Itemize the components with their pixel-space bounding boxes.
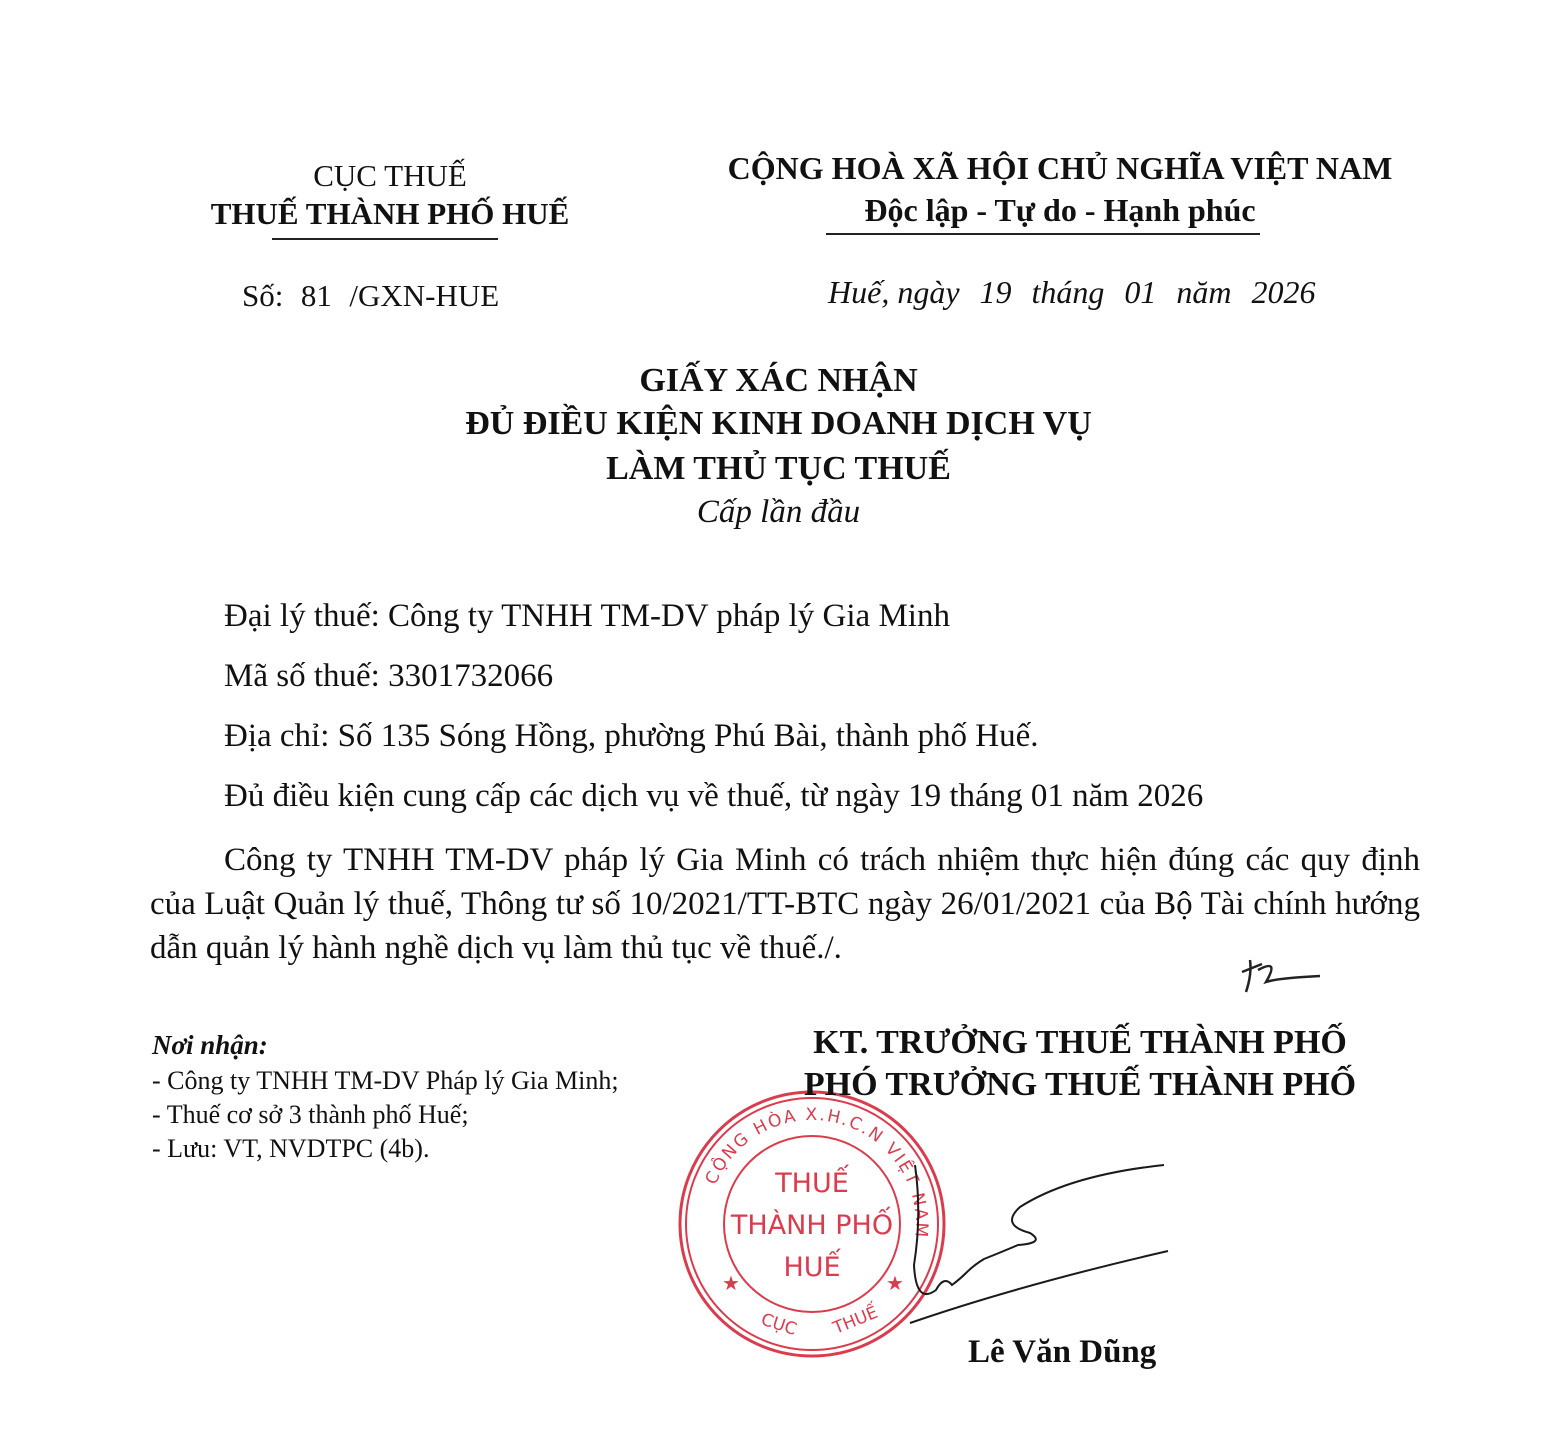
nation-heading: CỘNG HOÀ XÃ HỘI CHỦ NGHĨA VIỆT NAM	[727, 150, 1393, 186]
svg-text:HUẾ: HUẾ	[783, 1252, 841, 1283]
date-day: 19	[979, 274, 1012, 310]
initials-mark	[1222, 952, 1332, 996]
doc-subtitle: Cấp lần đầu	[696, 494, 861, 530]
svg-text:THUẾ: THUẾ	[775, 1168, 849, 1199]
responsibility-paragraph: Công ty TNHH TM-DV pháp lý Gia Minh có trách nhiệm thực hiện đúng các quy định của Luật Quản lý thuế, Thông tư số 10/2021/TT-BTC ngày 26/01/2021 của Bộ Tài chính hướng dẫn quản lý hành nghề dịch vụ làm thủ tục về thuế./.	[150, 842, 1420, 966]
handwritten-signature	[900, 1155, 1200, 1335]
motto-underline	[826, 233, 1260, 235]
date-month: 01	[1124, 274, 1157, 310]
agency-underline	[272, 238, 498, 240]
agency-parent: CỤC THUẾ	[313, 158, 467, 193]
document-number	[242, 278, 499, 314]
doc-title-line2: ĐỦ ĐIỀU KIỆN KINH DOANH DỊCH VỤ	[465, 405, 1092, 442]
agency-name: THUẾ THÀNH PHỐ HUẾ	[210, 196, 570, 231]
svg-text:THÀNH PHỐ: THÀNH PHỐ	[730, 1210, 894, 1241]
svg-text:CỘNG HÒA X.H.C.N VIỆT NAM: CỘNG HÒA X.H.C.N VIỆT NAM	[701, 1104, 932, 1240]
recipient-item: - Thuế cơ sở 3 thành phố Huế;	[152, 1100, 469, 1129]
issue-date	[828, 274, 1328, 311]
eligibility-field: Đủ điều kiện cung cấp các dịch vụ về thuế, từ ngày 19 tháng 01 năm 2026	[224, 778, 1204, 814]
tax-agent-field: Đại lý thuế: Công ty TNHH TM-DV pháp lý Gia Minh	[224, 598, 950, 634]
recipients-label: Nơi nhận:	[152, 1030, 268, 1060]
svg-text:CỤC: CỤC	[758, 1309, 800, 1340]
svg-text:★: ★	[886, 1273, 904, 1295]
number-value: 81	[300, 278, 332, 313]
address-field: Địa chỉ: Số 135 Sóng Hồng, phường Phú Bài, thành phố Huế.	[224, 718, 1039, 754]
doc-title: GIẤY XÁC NHẬN	[639, 362, 918, 399]
signer-name: Lê Văn Dũng	[968, 1334, 1157, 1370]
date-year-label: năm	[1176, 274, 1232, 310]
svg-text:THUẾ: THUẾ	[830, 1302, 881, 1339]
doc-title-line3: LÀM THỦ TỤC THUẾ	[606, 450, 951, 487]
svg-text:★: ★	[722, 1273, 740, 1295]
number-prefix: Số:	[242, 278, 284, 313]
signatory-title-line2: PHÓ TRƯỞNG THUẾ THÀNH PHỐ	[803, 1066, 1357, 1103]
recipient-item: - Lưu: VT, NVDTPC (4b).	[152, 1134, 430, 1163]
recipient-item: - Công ty TNHH TM-DV Pháp lý Gia Minh;	[152, 1066, 619, 1095]
motto: Độc lập - Tự do - Hạnh phúc	[864, 192, 1256, 228]
date-place: Huế, ngày	[828, 274, 960, 310]
date-month-label: tháng	[1031, 274, 1105, 310]
number-suffix: /GXN-HUE	[349, 278, 500, 313]
tax-code-field: Mã số thuế: 3301732066	[224, 658, 554, 694]
date-year: 2026	[1251, 274, 1316, 310]
signatory-title-line1: KT. TRƯỞNG THUẾ THÀNH PHỐ	[813, 1024, 1347, 1061]
